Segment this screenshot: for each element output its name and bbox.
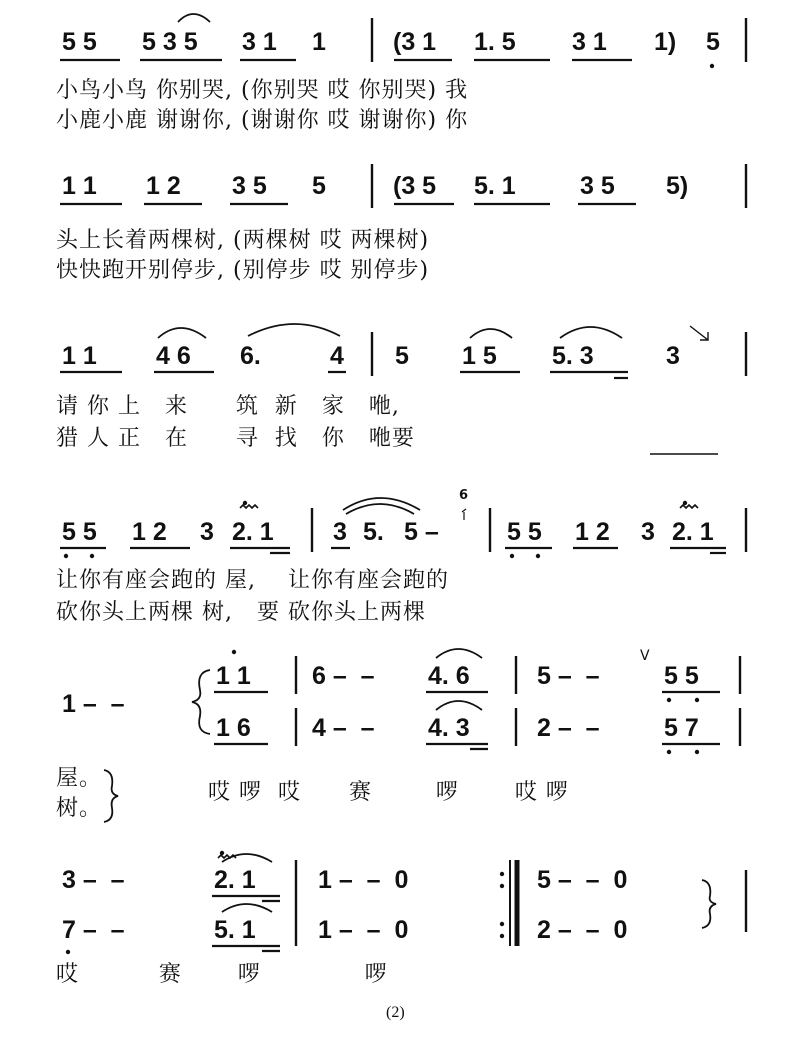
note-group: 5 5 <box>62 28 97 56</box>
note-group: 4. 6 <box>428 662 470 690</box>
note-group: 5 5 <box>62 518 97 546</box>
lyric-line: 让你有座会跑的 屋, 让你有座会跑的 <box>56 568 449 593</box>
note-group: 5. 3 <box>552 342 594 370</box>
brace <box>104 770 118 822</box>
lyric-line: 请 你 上 来 筑 新 家 咃, <box>56 394 400 419</box>
note-group: 1 – – 0 <box>318 916 409 944</box>
slur <box>158 328 206 338</box>
note-group: 5 – – 0 <box>537 866 628 894</box>
grace-note: 6 <box>459 488 469 503</box>
note-group: 5 <box>395 342 409 370</box>
lyric-line: 树。 <box>56 796 103 821</box>
note-group: 3 <box>641 518 655 546</box>
note-group: 1 2 <box>146 172 181 200</box>
note-group: 5 5 <box>664 662 699 690</box>
ornament <box>240 505 258 508</box>
slur <box>346 504 414 514</box>
note-group: 5. 1 <box>474 172 516 200</box>
note-group: 5 – – <box>537 662 600 690</box>
slur <box>178 14 210 22</box>
note-group: 3 5 <box>580 172 615 200</box>
note-group: 5. 1 <box>214 916 256 944</box>
note-group: 1 5 <box>462 342 497 370</box>
note-group: 3 <box>666 342 680 370</box>
lyric-line: 哎 赛 啰 啰 <box>56 962 388 987</box>
brace <box>702 880 716 928</box>
note-group: 1) <box>654 28 677 56</box>
note-group: 2. 1 <box>232 518 274 546</box>
note-group: 1 2 <box>575 518 610 546</box>
note-group: 5 <box>706 28 720 56</box>
note-group: 5 <box>312 172 326 200</box>
lyric-line: 小鹿小鹿 谢谢你, (谢谢你 哎 谢谢你) 你 <box>56 108 469 133</box>
lyric-line: 砍你头上两棵 树, 要 砍你头上两棵 <box>56 600 426 625</box>
repeat-barline <box>500 860 517 946</box>
note-group: 5 – <box>404 518 439 546</box>
note-group: (3 5 <box>393 172 437 200</box>
note-group: 1 6 <box>216 714 251 742</box>
lyric-line: 哎 啰 哎 赛 啰 哎 啰 <box>208 780 569 805</box>
note-group: 4 – – <box>312 714 375 742</box>
note-group: (3 1 <box>393 28 437 56</box>
note-group: 2 – – <box>537 714 600 742</box>
note-group: 5 5 <box>507 518 542 546</box>
lyric-line: 猎 人 正 在 寻 找 你 咃要 <box>56 426 415 451</box>
lyric-line: 头上长着两棵树, (两棵树 哎 两棵树) <box>56 228 430 253</box>
note-group: 5 3 5 <box>142 28 198 56</box>
note-group: 3 5 <box>232 172 267 200</box>
note-group: 1 1 <box>62 342 97 370</box>
note-group: 1 – – 0 <box>318 866 409 894</box>
note-group: 2 – – 0 <box>537 916 628 944</box>
note-group: 6 – – <box>312 662 375 690</box>
arrow-icon <box>690 326 708 340</box>
lyric-line: 屋。 <box>56 766 103 791</box>
slur <box>470 329 512 338</box>
note-group: 2. 1 <box>672 518 714 546</box>
slur <box>560 327 622 338</box>
note-group: 1 – – <box>62 690 125 718</box>
slur <box>436 701 482 710</box>
page-number: (2) <box>386 1004 405 1021</box>
note-group: 5) <box>666 172 689 200</box>
note-group: 3 – – <box>62 866 125 894</box>
note-group: 4 <box>330 342 344 370</box>
slur <box>436 649 482 658</box>
lyric-line: 快快跑开别停步, (别停步 哎 别停步) <box>56 258 430 283</box>
slur <box>248 324 340 336</box>
ornament <box>680 505 698 508</box>
note-group: 1 2 <box>132 518 167 546</box>
slur <box>222 904 272 912</box>
note-group: 5. <box>363 518 384 546</box>
note-group: 3 <box>333 518 347 546</box>
note-group: 3 1 <box>242 28 277 56</box>
note-group: 3 <box>200 518 214 546</box>
note-group: 5 7 <box>664 714 699 742</box>
note-group: 1 <box>312 28 326 56</box>
note-group: 4. 3 <box>428 714 470 742</box>
note-group: 7 – – <box>62 916 125 944</box>
note-group: 1 1 <box>62 172 97 200</box>
note-group: 6. <box>240 342 261 370</box>
note-group: 1. 5 <box>474 28 516 56</box>
note-group: 3 1 <box>572 28 607 56</box>
brace <box>192 670 210 734</box>
note-group: 2. 1 <box>214 866 256 894</box>
note-group: 1 1 <box>216 662 251 690</box>
note-group: 4 6 <box>156 342 191 370</box>
lyric-line: 小鸟小鸟 你别哭, (你别哭 哎 你别哭) 我 <box>56 78 469 103</box>
breath-mark: V <box>640 648 650 664</box>
